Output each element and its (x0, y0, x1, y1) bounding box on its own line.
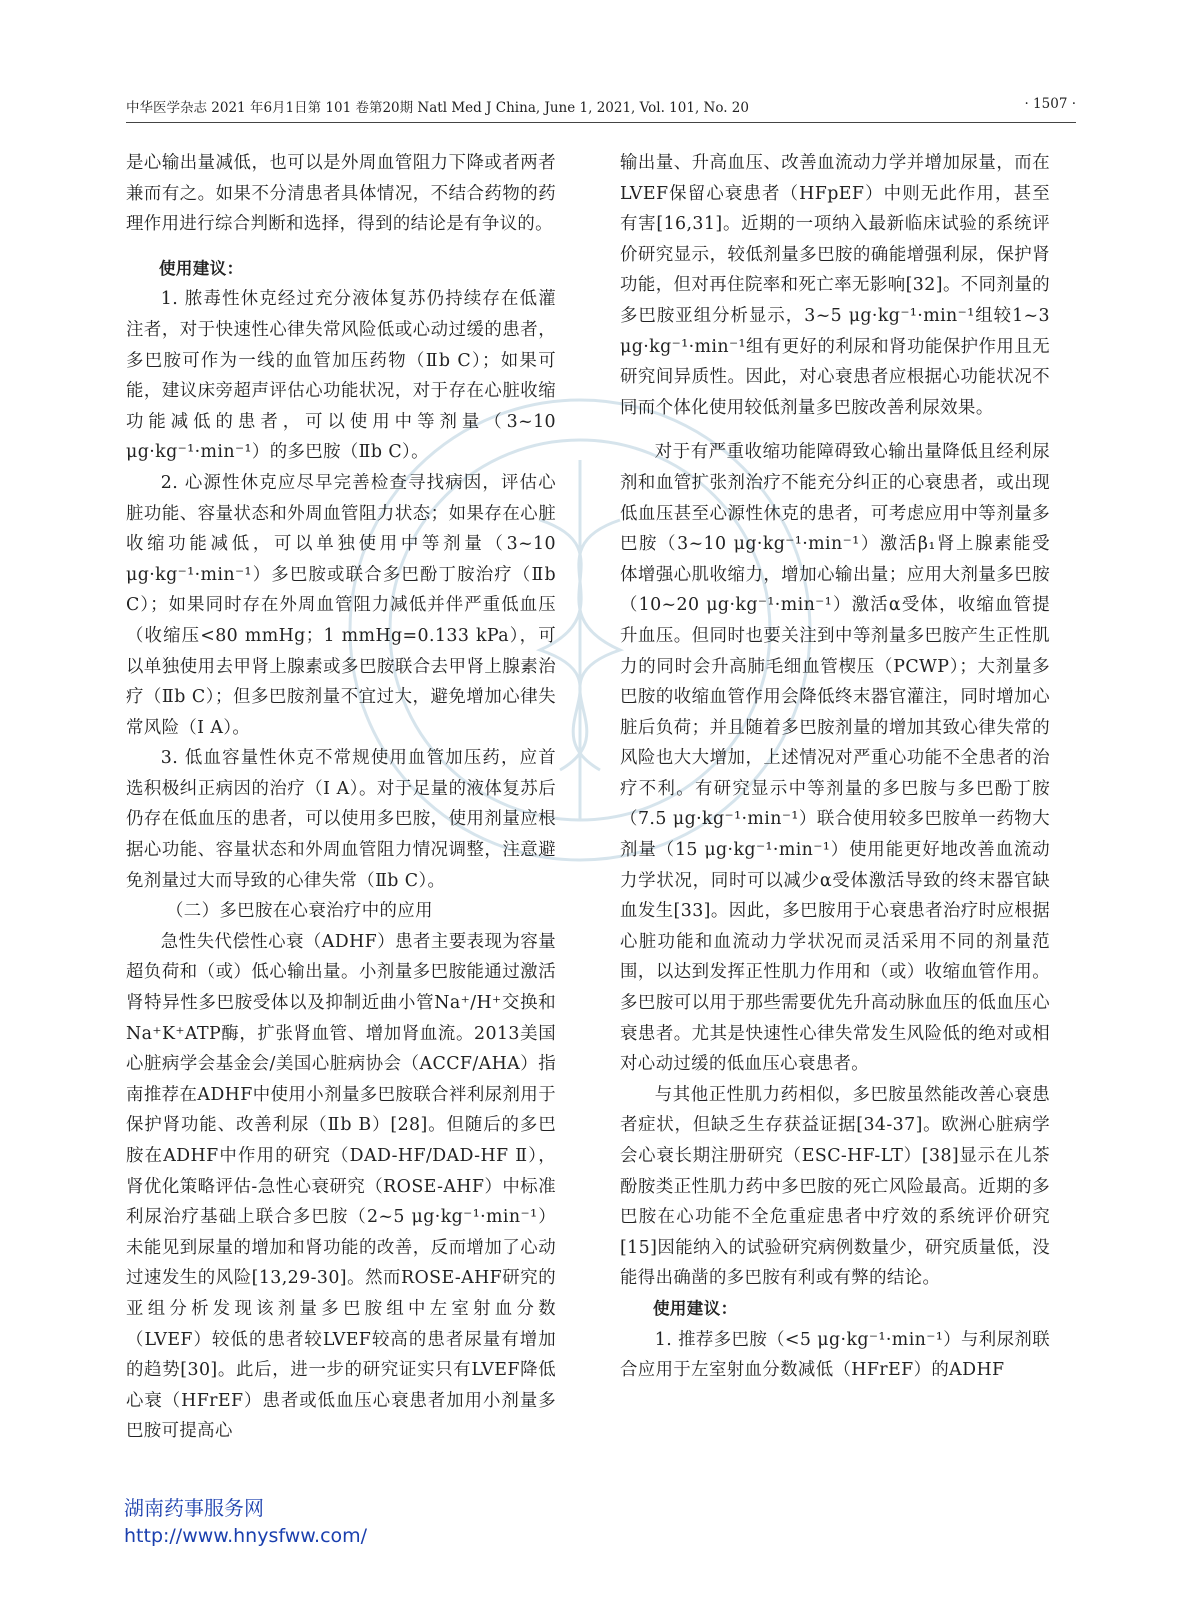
running-header (126, 92, 1076, 118)
recommendation-1: 1. 脓毒性休克经过充分液体复苏仍持续存在低灌注者，对于快速性心律失常风险低或心动过缓的患者，多巴胺可作为一线的血管加压药物（Ⅱb C）；如果可能，建议床旁超声评估心功能状况，对于存在心脏收缩功能减低的患者，可以使用中等剂量（3~10 μg·kg⁻¹·min⁻¹）的多巴胺（Ⅱb C）。 (126, 289, 556, 463)
right-paragraph-1: 输出量、升高血压、改善血流动力学并增加尿量，而在LVEF保留心衰患者（HFpEF）中则无此作用，甚至有害[16,31]。近期的一项纳入最新临床试验的系统评价研究显示，较低剂量多巴胺的确能增强利尿，保护肾功能，但对再住院率和死亡率无影响[32]。不同剂量的多巴胺亚组分析显示，3~5 μg·kg⁻¹·min⁻¹组较1~3 μg·kg⁻¹·min⁻¹组有更好的利尿和肾功能保护作用且无研究间异质性。因此，对心衰患者应根据心功能状况不同而个体化使用较低剂量多巴胺改善利尿效果。 (620, 153, 1050, 418)
section-title: （二）多巴胺在心衰治疗中的应用 (166, 901, 433, 922)
header-divider (126, 122, 1076, 123)
adhf-paragraph: 急性失代偿性心衰（ADHF）患者主要表现为容量超负荷和（或）低心输出量。小剂量多巴胺能通过激活肾特异性多巴胺受体以及抑制近曲小管Na⁺/H⁺交换和Na⁺K⁺ATP酶，扩张肾血管、增加肾血流。2013美国心脏病学会基金会/美国心脏病协会（ACCF/AHA）指南推荐在ADHF中使用小剂量多巴胺联合袢利尿剂用于保护肾功能、改善利尿（Ⅱb B）[28]。但随后的多巴胺在ADHF中作用的研究（DAD-HF/DAD-HF Ⅱ），肾优化策略评估-急性心衰研究（ROSE-AHF）中标准利尿治疗基础上联合多巴胺（2~5 μg·kg⁻¹·min⁻¹）未能见到尿量的增加和肾功能的改善，反而增加了心动过速发生的风险[13,29-30]。然而ROSE-AHF研究的亚组分析发现该剂量多巴胺组中左室射血分数（LVEF）较低的患者较LVEF较高的患者尿量有增加的趋势[30]。此后，进一步的研究证实只有LVEF降低心衰（HFrEF）患者或低血压心衰患者加用小剂量多巴胺可提高心 (126, 931, 556, 1442)
recommendation-heading: 使用建议： (159, 258, 244, 278)
intro-paragraph: 是心输出量减低，也可以是外周血管阻力下降或者两者兼而有之。如果不分清患者具体情况，不结合药物的药理作用进行综合判断和选择，得到的结论是有争议的。 (126, 153, 556, 235)
left-column (126, 148, 556, 1447)
recommendation-heading-2: 使用建议： (653, 1298, 738, 1318)
recommendation-hf-1: 1. 推荐多巴胺（<5 μg·kg⁻¹·min⁻¹）与利尿剂联合应用于左室射血分数减低（HFrEF）的ADHF (620, 1329, 1050, 1381)
right-column (620, 148, 1050, 1386)
right-paragraph-2: 对于有严重收缩功能障碍致心输出量降低且经利尿剂和血管扩张剂治疗不能充分纠正的心衰患者，或出现低血压甚至心源性休克的患者，可考虑应用中等剂量多巴胺（3~10 μg·kg⁻¹·min⁻¹）激活β₁肾上腺素能受体增强心肌收缩力，增加心输出量；应用大剂量多巴胺（10~20 μg·kg⁻¹·min⁻¹）激活α受体，收缩血管提升血压。但同时也要关注到中等剂量多巴胺产生正性肌力的同时会升高肺毛细血管楔压（PCWP）；大剂量多巴胺的收缩血管作用会降低终末器官灌注，同时增加心脏后负荷；并且随着多巴胺剂量的增加其致心律失常的风险也大大增加，上述情况对严重心功能不全患者的治疗不利。有研究显示中等剂量的多巴胺与多巴酚丁胺（7.5 μg·kg⁻¹·min⁻¹）联合使用较多巴胺单一药物大剂量（15 μg·kg⁻¹·min⁻¹）使用能更好地改善血流动力学状况，同时可以减少α受体激活导致的终末器官缺血发生[33]。因此，多巴胺用于心衰患者治疗时应根据心脏功能和血流动力学状况而灵活采用不同的剂量范围，以达到发挥正性肌力作用和（或）收缩血管作用。多巴胺可以用于那些需要优先升高动脉血压的低血压心衰患者。尤其是快速性心律失常发生风险低的绝对或相对心动过缓的低血压心衰患者。 (620, 442, 1050, 1075)
site-name: 湖南药事服务网 (124, 1496, 264, 1520)
recommendation-2: 2. 心源性休克应尽早完善检查寻找病因，评估心脏功能、容量状态和外周血管阻力状态；如果存在心脏收缩功能减低，可以单独使用中等剂量（3~10 μg·kg⁻¹·min⁻¹）多巴胺或联合多巴酚丁胺治疗（Ⅱb C）；如果同时存在外周血管阻力减低并伴严重低血压（收缩压<80 mmHg；1 mmHg=0.133 kPa），可以单独使用去甲肾上腺素或多巴胺联合去甲肾上腺素治疗（Ⅱb C）；但多巴胺剂量不宜过大，避免增加心律失常风险（Ⅰ A）。 (126, 472, 556, 738)
recommendation-3: 3. 低血容量性休克不常规使用血管加压药，应首选积极纠正病因的治疗（Ⅰ A）。对于足量的液体复苏后仍存在低血压的患者，可以使用多巴胺，使用剂量应根据心功能、容量状态和外周血管阻力情况调整，注意避免剂量过大而导致的心律失常（Ⅱb C）。 (126, 748, 556, 891)
page-number: · 1507 · (1024, 96, 1076, 112)
footer-watermark-link[interactable] (124, 1494, 367, 1550)
site-url[interactable]: http://www.hnysfww.com/ (124, 1525, 368, 1547)
right-paragraph-3: 与其他正性肌力药相似，多巴胺虽然能改善心衰患者症状，但缺乏生存获益证据[34-37]。欧洲心脏病学会心衰长期注册研究（ESC-HF-LT）[38]显示在儿茶酚胺类正性肌力药中多巴胺的死亡风险最高。近期的多巴胺在心功能不全危重症患者中疗效的系统评价研究[15]因能纳入的试验研究病例数量少，研究质量低，没能得出确凿的多巴胺有利或有弊的结论。 (620, 1084, 1050, 1289)
journal-citation: 中华医学杂志 2021 年6月1日第 101 卷第20期 Natl Med J China, June 1, 2021, Vol. 101, No. 20 (126, 100, 749, 116)
